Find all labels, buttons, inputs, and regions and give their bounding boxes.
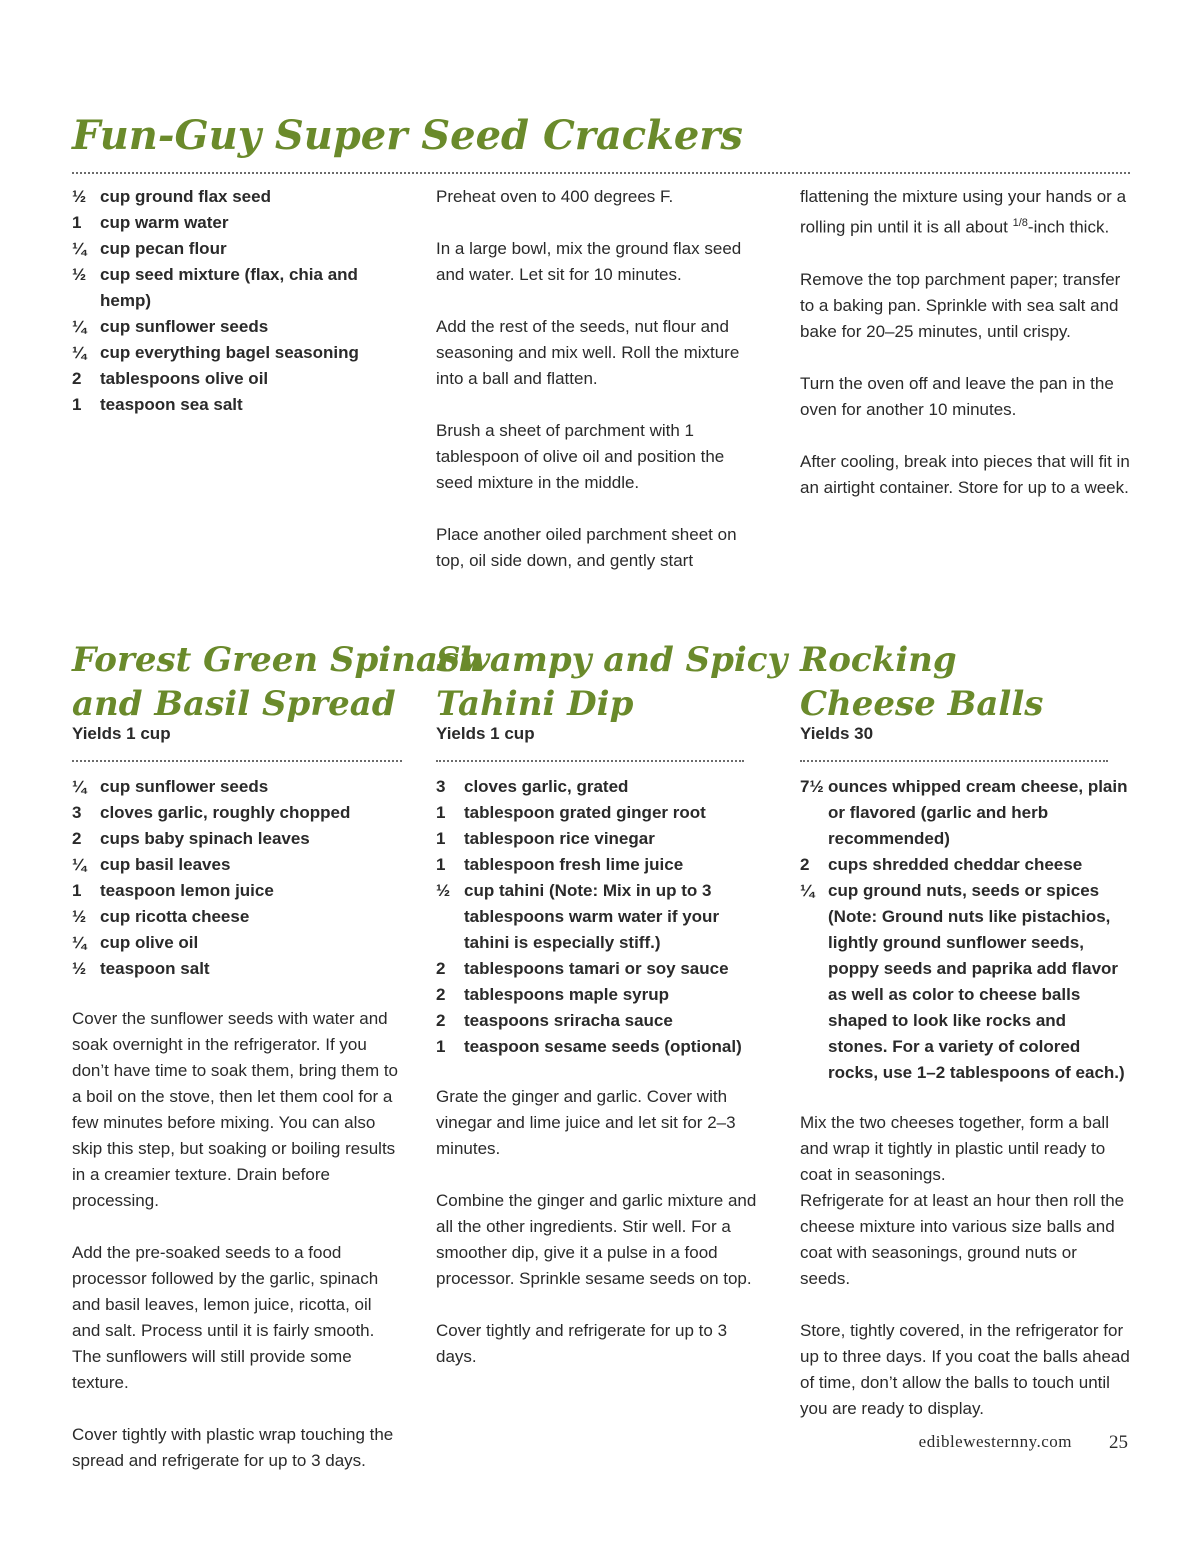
instruction-paragraph: Mix the two cheeses together, form a ball and wrap it tightly in plastic until ready to coat in seasonings. [800, 1113, 1109, 1184]
fraction: 1/8 [1012, 217, 1028, 229]
instruction-paragraph: Turn the oven off and leave the pan in the oven for another 10 minutes. [800, 373, 1114, 419]
ingredient-name: cup basil leaves [100, 855, 231, 874]
ingredient-item [436, 774, 756, 800]
yields-label: Yields 30 [800, 724, 874, 743]
ingredient-name: teaspoons sriracha sauce [464, 1011, 673, 1030]
ingredient-item [72, 852, 402, 878]
ingredient-item [800, 878, 1130, 1086]
title-line: Forest Green Spinach [72, 640, 484, 680]
ingredient-qty: ¼ [72, 855, 87, 874]
ingredient-item [436, 956, 756, 982]
title-line: Swampy and Spicy [436, 640, 788, 680]
ingredient-qty: ¼ [72, 933, 87, 952]
footer-website: ediblewesternny.com [918, 1432, 1072, 1451]
ingredient-name: teaspoon sea salt [100, 395, 243, 414]
ingredient-name: ounces whipped cream cheese, plain or flavored (garlic and herb recommended) [828, 777, 1128, 848]
recipe-title-cheese-balls [800, 638, 1043, 726]
recipe-title-spinach-spread [72, 638, 483, 726]
section-divider [436, 760, 744, 762]
instruction-paragraph: Add the pre-soaked seeds to a food processor followed by the garlic, spinach and basil leaves, lemon juice, ricotta, oil and salt. Process until it is fairly smooth. The sunflowers will still provide some texture. [72, 1243, 379, 1392]
ingredient-name: cup everything bagel seasoning [100, 343, 359, 362]
ingredient-qty: 2 [436, 985, 446, 1004]
instruction-paragraph: Preheat oven to 400 degrees F. [436, 187, 674, 206]
ingredient-name: cup ground nuts, seeds or spices (Note: Ground nuts like pistachios, lightly ground sunflower seeds, poppy seeds and paprika add flavor as well as color to cheese balls shaped to look like rocks and stones. For a variety of colored rocks, use 1–2 tablespoons of each.) [828, 881, 1125, 1082]
ingredient-item [72, 774, 402, 800]
ingredient-item [436, 982, 756, 1008]
instruction-text: -inch thick. [1027, 217, 1110, 237]
ingredient-qty: 1 [72, 213, 82, 232]
ingredient-item [436, 878, 764, 956]
ingredient-name: cups shredded cheddar cheese [828, 855, 1083, 874]
instruction-paragraph: Cover tightly and refrigerate for up to 3 days. [436, 1321, 728, 1366]
ingredient-qty: ¼ [72, 343, 87, 362]
instruction-paragraph: In a large bowl, mix the ground flax seed and water. Let sit for 10 minutes. [436, 239, 742, 284]
instructions-spinach-spread [72, 1006, 402, 1474]
ingredient-qty: 3 [436, 777, 446, 796]
ingredient-item [72, 210, 402, 236]
yields-label: Yields 1 cup [436, 724, 535, 743]
ingredient-qty: ½ [72, 959, 87, 978]
ingredient-name: cup seed mixture (flax, chia and hemp) [100, 265, 358, 310]
ingredient-item [72, 314, 402, 340]
instruction-paragraph: Grate the ginger and garlic. Cover with vinegar and lime juice and let sit for 2–3 minutes. [436, 1087, 736, 1158]
ingredient-qty: ½ [72, 907, 87, 926]
ingredient-name: cup tahini (Note: Mix in up to 3 tablespoons warm water if your tahini is especially stiff.) [464, 881, 720, 952]
instruction-paragraph: Refrigerate for at least an hour then roll the cheese mixture into various size balls and coat with seasonings, ground nuts or seeds. [800, 1191, 1125, 1288]
instruction-paragraph: Cover the sunflower seeds with water and soak overnight in the refrigerator. If you don’t have time to soak them, bring them to a boil on the stove, then let them cool for a few minutes before mixing. You can also skip this step, but soaking or boiling results in a creamier texture. Drain before processing. [72, 1009, 399, 1210]
ingredient-qty: ½ [436, 881, 451, 900]
instructions-col2-seed-crackers [436, 184, 756, 574]
ingredient-item [72, 262, 362, 314]
ingredient-name: cup ground flax seed [100, 187, 271, 206]
ingredient-name: tablespoon grated ginger root [464, 803, 706, 822]
title-divider [72, 172, 1130, 174]
instruction-paragraph [800, 184, 1130, 241]
ingredient-list-seed-crackers [72, 184, 402, 418]
ingredient-item [72, 878, 402, 904]
ingredient-item [72, 340, 402, 366]
ingredient-qty: 2 [72, 829, 82, 848]
ingredient-qty: 2 [800, 855, 810, 874]
ingredient-qty: 3 [72, 803, 82, 822]
ingredient-item [72, 366, 402, 392]
ingredient-item [72, 930, 402, 956]
instruction-paragraph: After cooling, break into pieces that will fit in an airtight container. Store for up to a week. [800, 451, 1130, 497]
title-line: Tahini Dip [436, 684, 634, 724]
ingredient-qty: 1 [436, 855, 446, 874]
ingredient-qty: ¼ [800, 881, 815, 900]
instruction-paragraph: Place another oiled parchment sheet on top, oil side down, and gently start [436, 525, 737, 570]
ingredient-qty: 1 [72, 395, 82, 414]
ingredient-qty: 7½ [800, 777, 824, 796]
ingredient-item [72, 904, 402, 930]
instruction-text: flattening the mixture using your hands or a rolling pin until it is all about [800, 187, 1127, 237]
instruction-paragraph: Combine the ginger and garlic mixture and all the other ingredients. Stir well. For a smoother dip, give it a pulse in a food processor. Sprinkle sesame seeds on top. [436, 1191, 757, 1288]
ingredient-item [800, 852, 1130, 878]
ingredient-list-spinach-spread [72, 774, 402, 982]
ingredient-name: cloves garlic, grated [464, 777, 629, 796]
ingredient-name: cup pecan flour [100, 239, 227, 258]
ingredient-item [72, 236, 402, 262]
ingredient-name: cup ricotta cheese [100, 907, 250, 926]
ingredient-item [72, 826, 402, 852]
ingredient-name: tablespoons tamari or soy sauce [464, 959, 729, 978]
title-line: and Basil Spread [72, 684, 396, 724]
ingredient-item [436, 826, 756, 852]
ingredient-item [436, 1034, 756, 1060]
ingredient-name: cup sunflower seeds [100, 777, 269, 796]
ingredient-item [72, 956, 402, 982]
ingredient-name: cup sunflower seeds [100, 317, 269, 336]
ingredient-qty: 1 [436, 803, 446, 822]
instructions-cheese-balls [800, 1110, 1130, 1422]
ingredient-qty: ¼ [72, 317, 87, 336]
ingredient-qty: 1 [436, 1037, 446, 1056]
title-line: Cheese Balls [800, 684, 1044, 724]
ingredient-list-tahini-dip [436, 774, 756, 1060]
ingredient-qty: ¼ [72, 239, 87, 258]
ingredient-name: cloves garlic, roughly chopped [100, 803, 351, 822]
page-number: 25 [1109, 1432, 1128, 1453]
ingredient-name: teaspoon lemon juice [100, 881, 274, 900]
ingredient-qty: 2 [72, 369, 82, 388]
ingredient-item [72, 392, 402, 418]
ingredient-qty: ½ [72, 265, 87, 284]
ingredient-name: cup warm water [100, 213, 229, 232]
instruction-paragraph: Brush a sheet of parchment with 1 tablespoon of olive oil and position the seed mixture in the middle. [436, 421, 725, 492]
ingredient-name: cup olive oil [100, 933, 199, 952]
recipe-title-seed-crackers: Fun-Guy Super Seed Crackers [72, 112, 743, 159]
instruction-paragraph: Add the rest of the seeds, nut flour and seasoning and mix well. Roll the mixture into a ball and flatten. [436, 317, 740, 388]
instruction-paragraph: Store, tightly covered, in the refrigerator for up to three days. If you coat the balls ahead of time, don’t allow the balls to touch until you are ready to display. [800, 1321, 1130, 1418]
instruction-paragraph: Remove the top parchment paper; transfer to a baking pan. Sprinkle with sea salt and bake for 20–25 minutes, until crispy. [800, 269, 1121, 341]
ingredient-name: tablespoons olive oil [100, 369, 269, 388]
ingredient-name: tablespoon fresh lime juice [464, 855, 684, 874]
title-line: Rocking [800, 640, 957, 680]
ingredient-name: teaspoon sesame seeds (optional) [464, 1037, 742, 1056]
ingredient-list-cheese-balls [800, 774, 1130, 1086]
ingredient-item [72, 184, 402, 210]
ingredient-name: tablespoons maple syrup [464, 985, 669, 1004]
ingredient-qty: 1 [72, 881, 82, 900]
ingredient-name: cups baby spinach leaves [100, 829, 310, 848]
ingredient-qty: 1 [436, 829, 446, 848]
ingredient-qty: 2 [436, 959, 446, 978]
ingredient-item [72, 800, 402, 826]
ingredient-qty: ½ [72, 187, 87, 206]
recipe-title-tahini-dip [436, 638, 787, 726]
ingredient-qty: ¼ [72, 777, 87, 796]
section-divider [72, 760, 402, 762]
ingredient-item [436, 1008, 756, 1034]
instructions-col3-seed-crackers [800, 184, 1130, 501]
ingredient-item [436, 800, 756, 826]
instruction-paragraph: Cover tightly with plastic wrap touching the spread and refrigerate for up to 3 days. [72, 1425, 394, 1470]
yields-label: Yields 1 cup [72, 724, 171, 743]
ingredient-name: tablespoon rice vinegar [464, 829, 655, 848]
ingredient-qty: 2 [436, 1011, 446, 1030]
ingredient-item [436, 852, 756, 878]
ingredient-item [800, 774, 1130, 852]
section-divider [800, 760, 1108, 762]
instructions-tahini-dip [436, 1084, 758, 1370]
ingredient-name: teaspoon salt [100, 959, 210, 978]
